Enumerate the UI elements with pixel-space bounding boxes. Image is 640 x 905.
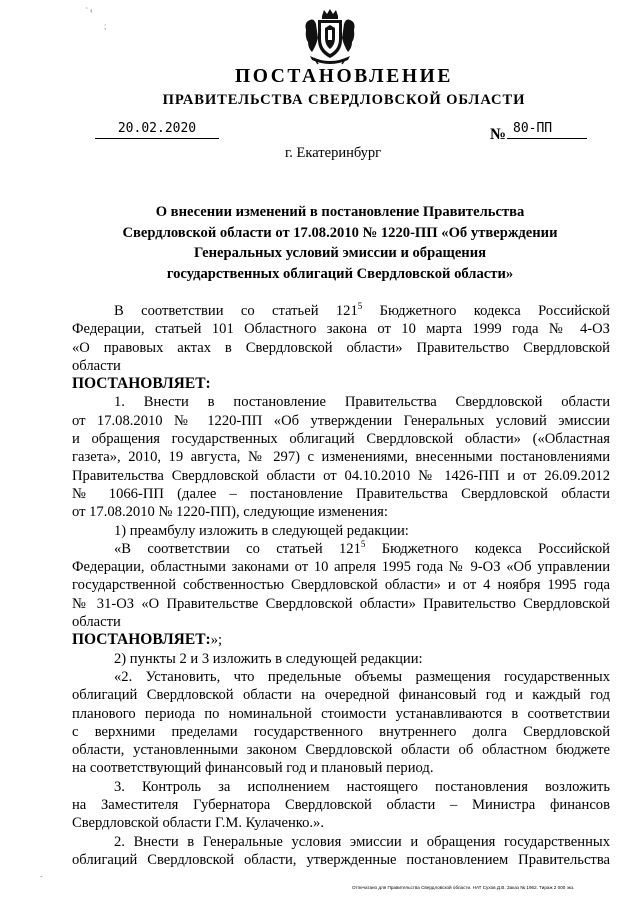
body-line: «2. Установить, что предельные объемы размещения государственных: [114, 668, 610, 685]
decree-word-quoted: ПОСТАНОВЛЯЕТ:»;: [72, 631, 223, 649]
body-line: «В соответствии со статьей $121^5$ Бюджетного кодекса Российской: [114, 539, 610, 557]
document-date: 20.02.2020: [95, 121, 219, 139]
body-line: и обращения государственных облигаций Свердловской области» («Областная: [72, 431, 610, 448]
body-line: от 17.08.2010 № 1220-ПП), следующие изменения:: [72, 504, 388, 521]
footnote-superscript: 5: [360, 539, 366, 549]
issuing-authority: ПРАВИТЕЛЬСТВА СВЕРДЛОВСКОЙ ОБЛАСТИ: [162, 92, 526, 108]
body-line: газета», 2010, 19 августа, № 297) с изменениями, внесенными постановлениями: [72, 449, 610, 466]
body-line: области, установленными законом Свердловской области об областном бюджете: [72, 742, 610, 759]
body-line: с верхними пределами государственного внутреннего долга Свердловской: [72, 723, 610, 740]
scan-artifact-mark: ;: [104, 22, 107, 31]
body-line: 3. Контроль за исполнением настоящего постановления возложить: [114, 778, 610, 795]
document-body: [72, 302, 610, 869]
document-heading: [70, 202, 610, 284]
coat-of-arms-icon: [302, 8, 358, 66]
heading-line: Генеральных условий эмиссии и обращения: [193, 245, 487, 261]
body-line: Федерации, областными законами от 10 апреля 1995 года № 9-ОЗ «Об управлении: [72, 559, 610, 576]
body-line: 1. Внести в постановление Правительства Свердловской области: [114, 394, 610, 411]
footnote-superscript: 5: [357, 301, 363, 312]
body-line: от 17.08.2010 № 1220-ПП «Об утверждении Генеральных условий эмиссии: [72, 412, 610, 429]
body-line: № 31-ОЗ «О Правительстве Свердловской области» Правительство Свердловской: [72, 595, 610, 612]
body-line: планового периода по номинальной стоимости устанавливаются в соответствии: [72, 705, 610, 722]
number-label: №: [490, 126, 507, 143]
print-imprint: Отпечатано для Правительства Свердловской области. НАТ Сухов Д.В. Заказ № 1962. Тираж 2 000 экз.: [352, 885, 575, 890]
heading-line: государственных облигаций Свердловской области»: [166, 265, 514, 282]
document-number: 80-ПП: [507, 121, 587, 139]
body-line: Правительства Свердловской области от 04.10.2010 № 1426-ПП и от 26.09.2012: [72, 467, 610, 484]
body-line: облигаций Свердловской области, утвержденные постановлением Правительства: [72, 851, 610, 868]
scan-artifact-mark: -: [40, 872, 43, 881]
decree-word: ПОСТАНОВЛЯЕТ:: [72, 375, 211, 393]
heading-line: О внесении изменений в постановление Правительства: [155, 204, 525, 220]
body-line: № 1066-ПП (далее – постановление Правительства Свердловской области: [72, 485, 610, 502]
body-line: В соответствии со статьей $121^5$ Бюджетного кодекса Российской: [114, 301, 610, 319]
body-line: области: [72, 614, 121, 631]
body-line: на Заместителя Губернатора Свердловской области – Министра финансов: [72, 797, 610, 814]
body-line: государственной собственностью Свердловской области» и от 4 ноября 1995 года: [72, 577, 610, 594]
body-line: Свердловской области Г.М. Кулаченко.».: [72, 815, 324, 832]
body-line: 2. Внести в Генеральные условия эмиссии и обращения государственных: [114, 833, 610, 850]
body-line: Федерации, статьей 101 Областного закона от 10 марта 1999 года № 4-ОЗ: [72, 321, 610, 338]
city-name: г. Екатеринбург: [285, 145, 382, 161]
scan-artifact-mark: ‘ ‹: [86, 6, 93, 15]
body-line: облигаций Свердловской области на очередной финансовый год и каждый год: [72, 687, 610, 704]
body-line: 2) пункты 2 и 3 изложить в следующей редакции:: [114, 650, 423, 667]
body-line: «О правовых актах в Свердловской области» Правительство Свердловской: [72, 339, 610, 356]
heading-line: Свердловской области от 17.08.2010 № 1220-ПП «Об утверждении: [122, 224, 558, 241]
body-line: 1) преамбулу изложить в следующей редакции:: [114, 522, 409, 539]
document-type-title: ПОСТАНОВЛЕНИЕ: [234, 66, 454, 87]
body-line: на соответствующий финансовый год и плановый период.: [72, 760, 434, 777]
body-line: области: [72, 357, 121, 374]
